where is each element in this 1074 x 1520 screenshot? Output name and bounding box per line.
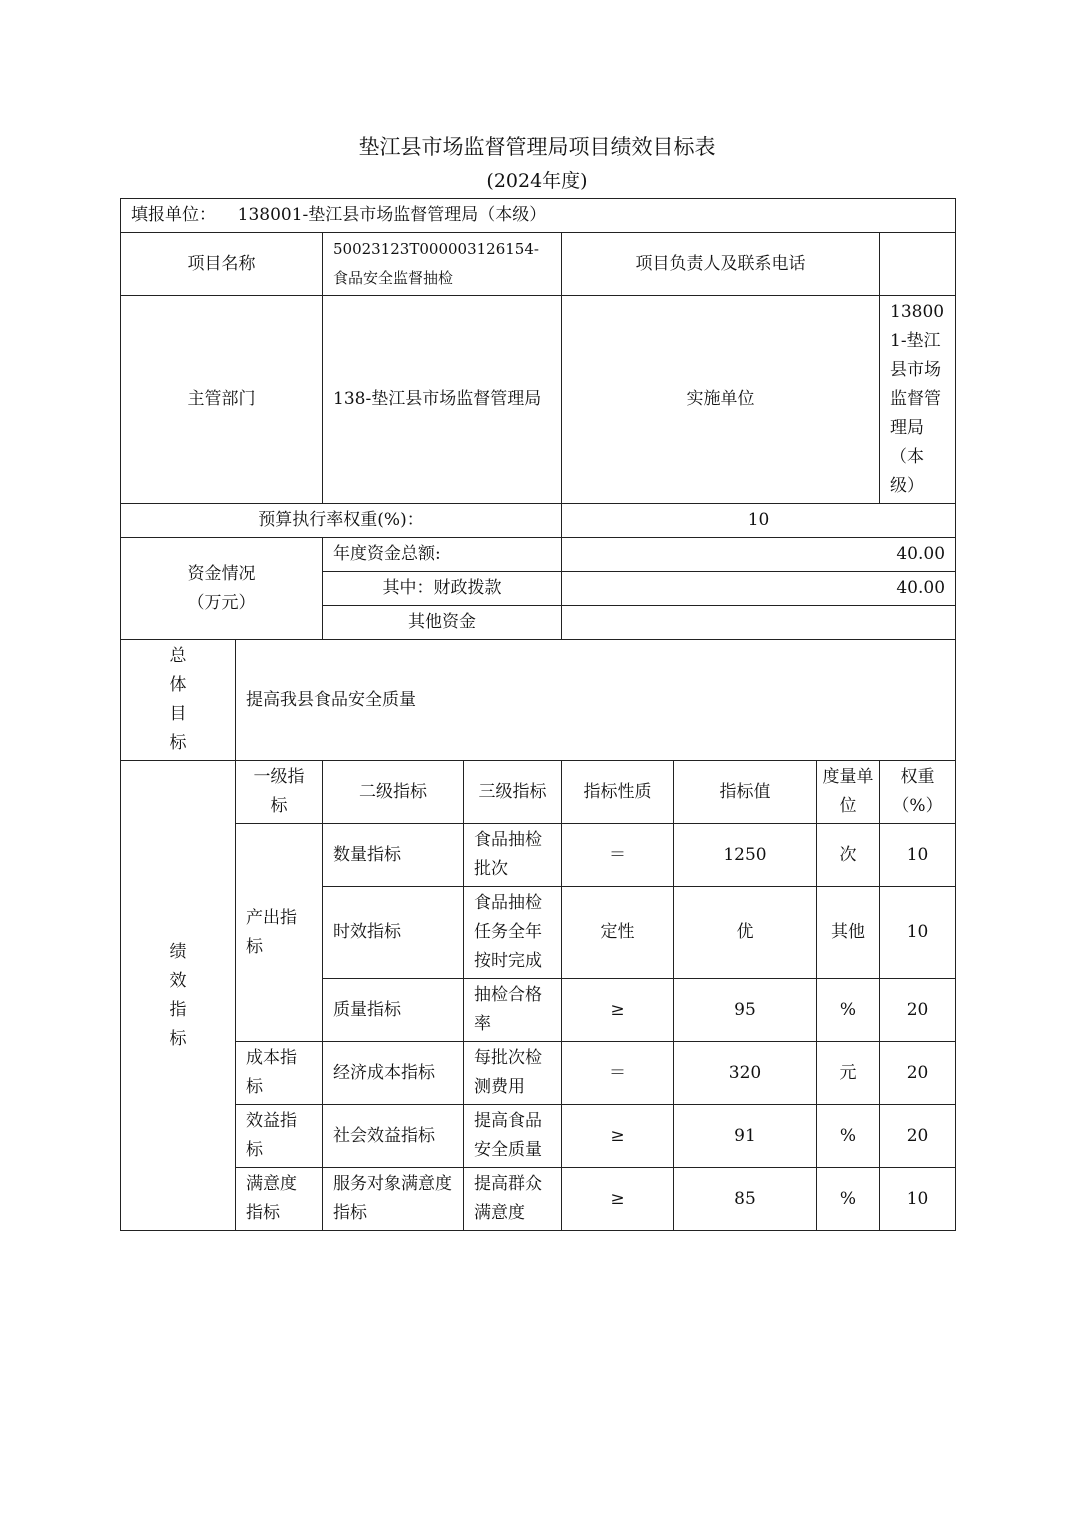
header-unit: 度量单位 xyxy=(817,761,880,824)
value-cell: 95 xyxy=(674,979,817,1042)
performance-label-char: 绩 xyxy=(169,941,187,962)
unit-cell: % xyxy=(817,979,880,1042)
table-row xyxy=(121,1042,956,1105)
performance-label-char: 指 xyxy=(169,999,187,1020)
nature-cell: ≥ xyxy=(562,1168,674,1231)
page-subtitle-year: (2024年度) xyxy=(486,170,588,192)
unit-value: 138001-垫江县市场监督管理局（本级） xyxy=(237,205,547,225)
value-cell: 1250 xyxy=(674,824,817,887)
funds-fiscal-label: 其中：财政拨款 xyxy=(323,572,562,606)
funds-total-label: 年度资金总额: xyxy=(323,538,562,572)
unit-cell: 次 xyxy=(817,824,880,887)
weight-cell: 10 xyxy=(880,887,956,979)
project-name-label: 项目名称 xyxy=(121,233,323,296)
performance-label-char: 标 xyxy=(169,1028,187,1049)
goal-label-char: 标 xyxy=(169,733,187,753)
level1-cell: 效益指标 xyxy=(236,1105,323,1168)
unit-label: 填报单位： xyxy=(131,205,216,225)
weight-cell: 20 xyxy=(880,979,956,1042)
budget-weight-label: 预算执行率权重(%)： xyxy=(121,504,562,538)
table-row xyxy=(121,824,956,887)
unit-row xyxy=(121,199,956,233)
level3-cell: 食品抽检任务全年按时完成 xyxy=(464,887,562,979)
funds-label-line2: （万元） xyxy=(187,592,256,613)
level2-cell: 时效指标 xyxy=(323,887,464,979)
unit-cell: 其他 xyxy=(817,887,880,979)
weight-cell: 20 xyxy=(880,1042,956,1105)
level2-cell: 质量指标 xyxy=(323,979,464,1042)
level3-cell: 抽检合格率 xyxy=(464,979,562,1042)
level3-cell: 食品抽检批次 xyxy=(464,824,562,887)
weight-cell: 10 xyxy=(880,824,956,887)
impl-label: 实施单位 xyxy=(562,296,880,504)
value-cell: 优 xyxy=(674,887,817,979)
header-level2: 二级指标 xyxy=(323,761,464,824)
value-cell: 91 xyxy=(674,1105,817,1168)
level3-cell: 提高群众满意度 xyxy=(464,1168,562,1231)
goal-label xyxy=(121,640,236,761)
weight-cell: 10 xyxy=(880,1168,956,1231)
goal-label-char: 体 xyxy=(169,675,187,695)
unit-cell: % xyxy=(817,1168,880,1231)
contact-value xyxy=(880,233,956,296)
funds-label-line1: 资金情况 xyxy=(187,563,256,584)
funds-total-value: 40.00 xyxy=(562,538,956,572)
performance-target-table xyxy=(120,198,956,1231)
page-title: 垫江县市场监督管理局项目绩效目标表 xyxy=(358,135,716,159)
level2-cell: 社会效益指标 xyxy=(323,1105,464,1168)
performance-label xyxy=(121,761,236,1231)
header-value: 指标值 xyxy=(674,761,817,824)
value-cell: 320 xyxy=(674,1042,817,1105)
impl-value: 138001-垫江县市场监督管理局（本级） xyxy=(880,296,956,504)
goal-label-char: 目 xyxy=(169,704,187,724)
table-row xyxy=(121,1168,956,1231)
level1-cell: 产出指标 xyxy=(236,824,323,1042)
funds-other-label: 其他资金 xyxy=(323,606,562,640)
level1-cell: 成本指标 xyxy=(236,1042,323,1105)
dept-value: 138-垫江县市场监督管理局 xyxy=(323,296,562,504)
header-weight: 权重（%） xyxy=(880,761,956,824)
nature-cell: ＝ xyxy=(562,824,674,887)
performance-label-char: 效 xyxy=(169,970,187,991)
nature-cell: ＝ xyxy=(562,1042,674,1105)
nature-cell: 定性 xyxy=(562,887,674,979)
header-level1: 一级指标 xyxy=(236,761,323,824)
level2-cell: 数量指标 xyxy=(323,824,464,887)
funds-label xyxy=(121,538,323,640)
nature-cell: ≥ xyxy=(562,979,674,1042)
table-row xyxy=(121,1105,956,1168)
level1-cell: 满意度指标 xyxy=(236,1168,323,1231)
budget-weight-value: 10 xyxy=(562,504,956,538)
level3-cell: 每批次检测费用 xyxy=(464,1042,562,1105)
value-cell: 85 xyxy=(674,1168,817,1231)
goal-label-char: 总 xyxy=(169,646,187,666)
weight-cell: 20 xyxy=(880,1105,956,1168)
goal-text: 提高我县食品安全质量 xyxy=(236,640,956,761)
level3-cell: 提高食品安全质量 xyxy=(464,1105,562,1168)
nature-cell: ≥ xyxy=(562,1105,674,1168)
header-level3: 三级指标 xyxy=(464,761,562,824)
header-nature: 指标性质 xyxy=(562,761,674,824)
contact-label: 项目负责人及联系电话 xyxy=(562,233,880,296)
level2-cell: 服务对象满意度指标 xyxy=(323,1168,464,1231)
funds-fiscal-value: 40.00 xyxy=(562,572,956,606)
project-name-value: 50023123T000003126154-食品安全监督抽检 xyxy=(323,233,562,296)
level2-cell: 经济成本指标 xyxy=(323,1042,464,1105)
funds-other-value xyxy=(562,606,956,640)
unit-cell: % xyxy=(817,1105,880,1168)
dept-label: 主管部门 xyxy=(121,296,323,504)
unit-cell: 元 xyxy=(817,1042,880,1105)
